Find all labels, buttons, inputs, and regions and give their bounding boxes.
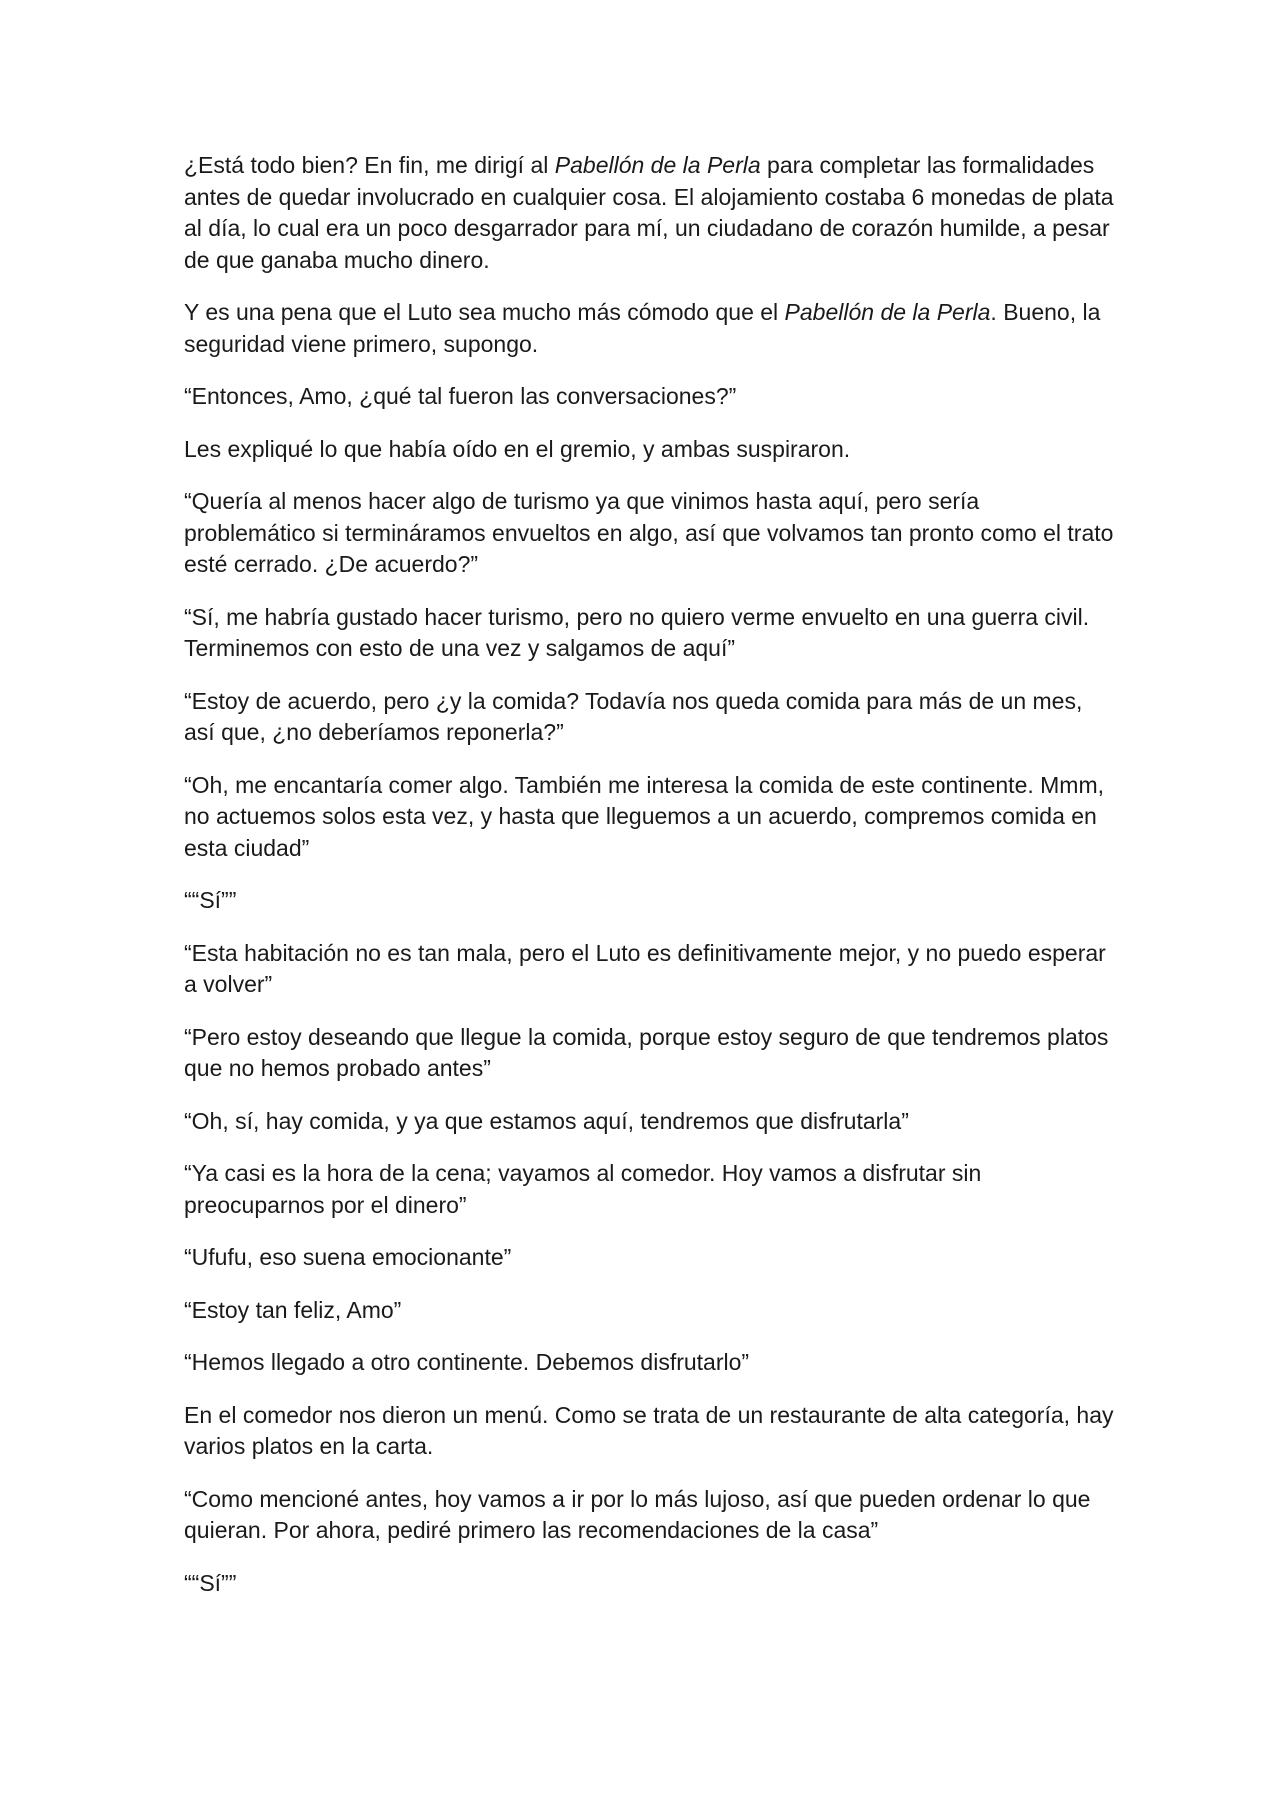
- paragraph: [184, 1347, 1114, 1379]
- text-segment: “Quería al menos hacer algo de turismo ya que vinimos hasta aquí, pero sería problemático si termináramos envueltos en algo, así que volvamos tan pronto como el trato esté cerrado. ¿De acuerdo?”: [184, 488, 1114, 577]
- paragraph: [184, 297, 1114, 360]
- text-segment: En el comedor nos dieron un menú. Como se trata de un restaurante de alta categoría, hay varios platos en la carta.: [184, 1401, 1114, 1459]
- text-segment: “Estoy tan feliz, Amo”: [184, 1296, 402, 1323]
- document-page: [184, 150, 1114, 1620]
- paragraph: [184, 938, 1114, 1001]
- text-segment: “Estoy de acuerdo, pero ¿y la comida? Todavía nos queda comida para más de un mes, así que, ¿no deberíamos reponerla?”: [184, 687, 1083, 745]
- text-segment: “Oh, sí, hay comida, y ya que estamos aquí, tendremos que disfrutarla”: [184, 1107, 909, 1134]
- paragraph: [184, 686, 1114, 749]
- paragraph: [184, 1242, 1114, 1274]
- text-segment: . Bueno, la seguridad viene primero, supongo.: [184, 299, 1101, 357]
- paragraph: [184, 1295, 1114, 1327]
- paragraph: [184, 381, 1114, 413]
- paragraph: [184, 602, 1114, 665]
- text-segment: “Como mencioné antes, hoy vamos a ir por lo más lujoso, así que pueden ordenar lo que quieran. Por ahora, pediré primero las recomendaciones de la casa”: [184, 1485, 1091, 1543]
- text-segment: “Pero estoy deseando que llegue la comida, porque estoy seguro de que tendremos platos que no hemos probado antes”: [184, 1023, 1109, 1081]
- paragraph: [184, 770, 1114, 865]
- italic-text: Pabellón de la Perla: [784, 299, 991, 325]
- text-segment: ¿Está todo bien? En fin, me dirigí al: [184, 152, 555, 178]
- italic-text: Pabellón de la Perla: [554, 152, 761, 178]
- text-segment: “Esta habitación no es tan mala, pero el Luto es definitivamente mejor, y no puedo esperar a volver”: [184, 939, 1106, 997]
- paragraph: [184, 434, 1114, 466]
- paragraph: [184, 885, 1114, 917]
- text-segment: “Hemos llegado a otro continente. Debemos disfrutarlo”: [184, 1349, 750, 1375]
- text-segment: ““Sí””: [184, 887, 237, 913]
- text-segment: ““Sí””: [184, 1569, 237, 1596]
- paragraph: [184, 1158, 1114, 1221]
- text-segment: para completar las formalidades antes de quedar involucrado en cualquier cosa. El alojamiento costaba 6 monedas de plata al día, lo cual era un poco desgarrador para mí, un ciudadano de corazón humilde, a pesar de que ganaba mucho dinero.: [184, 152, 1114, 273]
- paragraph: [184, 1400, 1114, 1463]
- paragraph: [184, 1568, 1114, 1600]
- paragraph: [184, 1484, 1114, 1547]
- paragraph: [184, 1106, 1114, 1138]
- text-segment: Y es una pena que el Luto sea mucho más cómodo que el: [184, 299, 785, 325]
- text-segment: “Oh, me encantaría comer algo. También me interesa la comida de este continente. Mmm, no actuemos solos esta vez, y hasta que lleguemos a un acuerdo, compremos comida en esta ciudad”: [184, 771, 1105, 861]
- text-segment: “Ufufu, eso suena emocionante”: [184, 1244, 512, 1270]
- text-segment: “Ya casi es la hora de la cena; vayamos al comedor. Hoy vamos a disfrutar sin preocuparnos por el dinero”: [184, 1160, 982, 1218]
- text-segment: “Sí, me habría gustado hacer turismo, pero no quiero verme envuelto en una guerra civil. Terminemos con esto de una vez y salgamos de aquí”: [184, 603, 1090, 661]
- paragraph: [184, 486, 1114, 581]
- paragraph: [184, 1022, 1114, 1085]
- text-segment: Les expliqué lo que había oído en el gremio, y ambas suspiraron.: [184, 435, 851, 462]
- paragraph: [184, 150, 1114, 276]
- text-segment: “Entonces, Amo, ¿qué tal fueron las conversaciones?”: [184, 383, 737, 409]
